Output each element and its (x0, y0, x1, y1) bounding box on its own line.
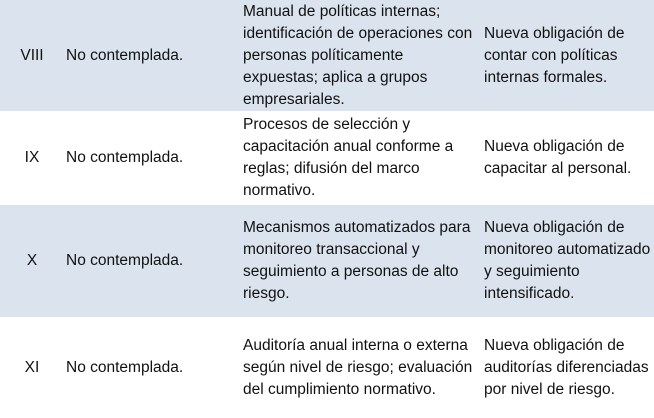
previous-provision-cell: No contemplada. (64, 0, 241, 112)
new-provision-cell: Auditoría anual interna o externa según nivel de riesgo; evaluación del cumplimiento normativo. (241, 318, 482, 416)
previous-provision-cell: No contemplada. (64, 112, 241, 204)
previous-provision-cell: No contemplada. (64, 204, 241, 318)
previous-provision-cell: No contemplada. (64, 318, 241, 416)
table-row (0, 0, 654, 112)
row-numeral: VIII (0, 0, 64, 112)
row-numeral: IX (0, 112, 64, 204)
new-provision-cell: Procesos de selección y capacitación anual conforme a reglas; difusión del marco normativo. (241, 112, 482, 204)
row-numeral: X (0, 204, 64, 318)
row-numeral: XI (0, 318, 64, 416)
change-note-cell: Nueva obligación de contar con políticas internas formales. (482, 0, 654, 112)
change-note-cell: Nueva obligación de monitoreo automatizado y seguimiento intensificado. (482, 204, 654, 318)
table-row (0, 318, 654, 416)
new-provision-cell: Manual de políticas internas; identificación de operaciones con personas políticamente expuestas; aplica a grupos empresariales. (241, 0, 482, 112)
table-row (0, 112, 654, 204)
change-note-cell: Nueva obligación de auditorías diferenciadas por nivel de riesgo. (482, 318, 654, 416)
new-provision-cell: Mecanismos automatizados para monitoreo transaccional y seguimiento a personas de alto riesgo. (241, 204, 482, 318)
table-row (0, 204, 654, 318)
change-note-cell: Nueva obligación de capacitar al personal. (482, 112, 654, 204)
